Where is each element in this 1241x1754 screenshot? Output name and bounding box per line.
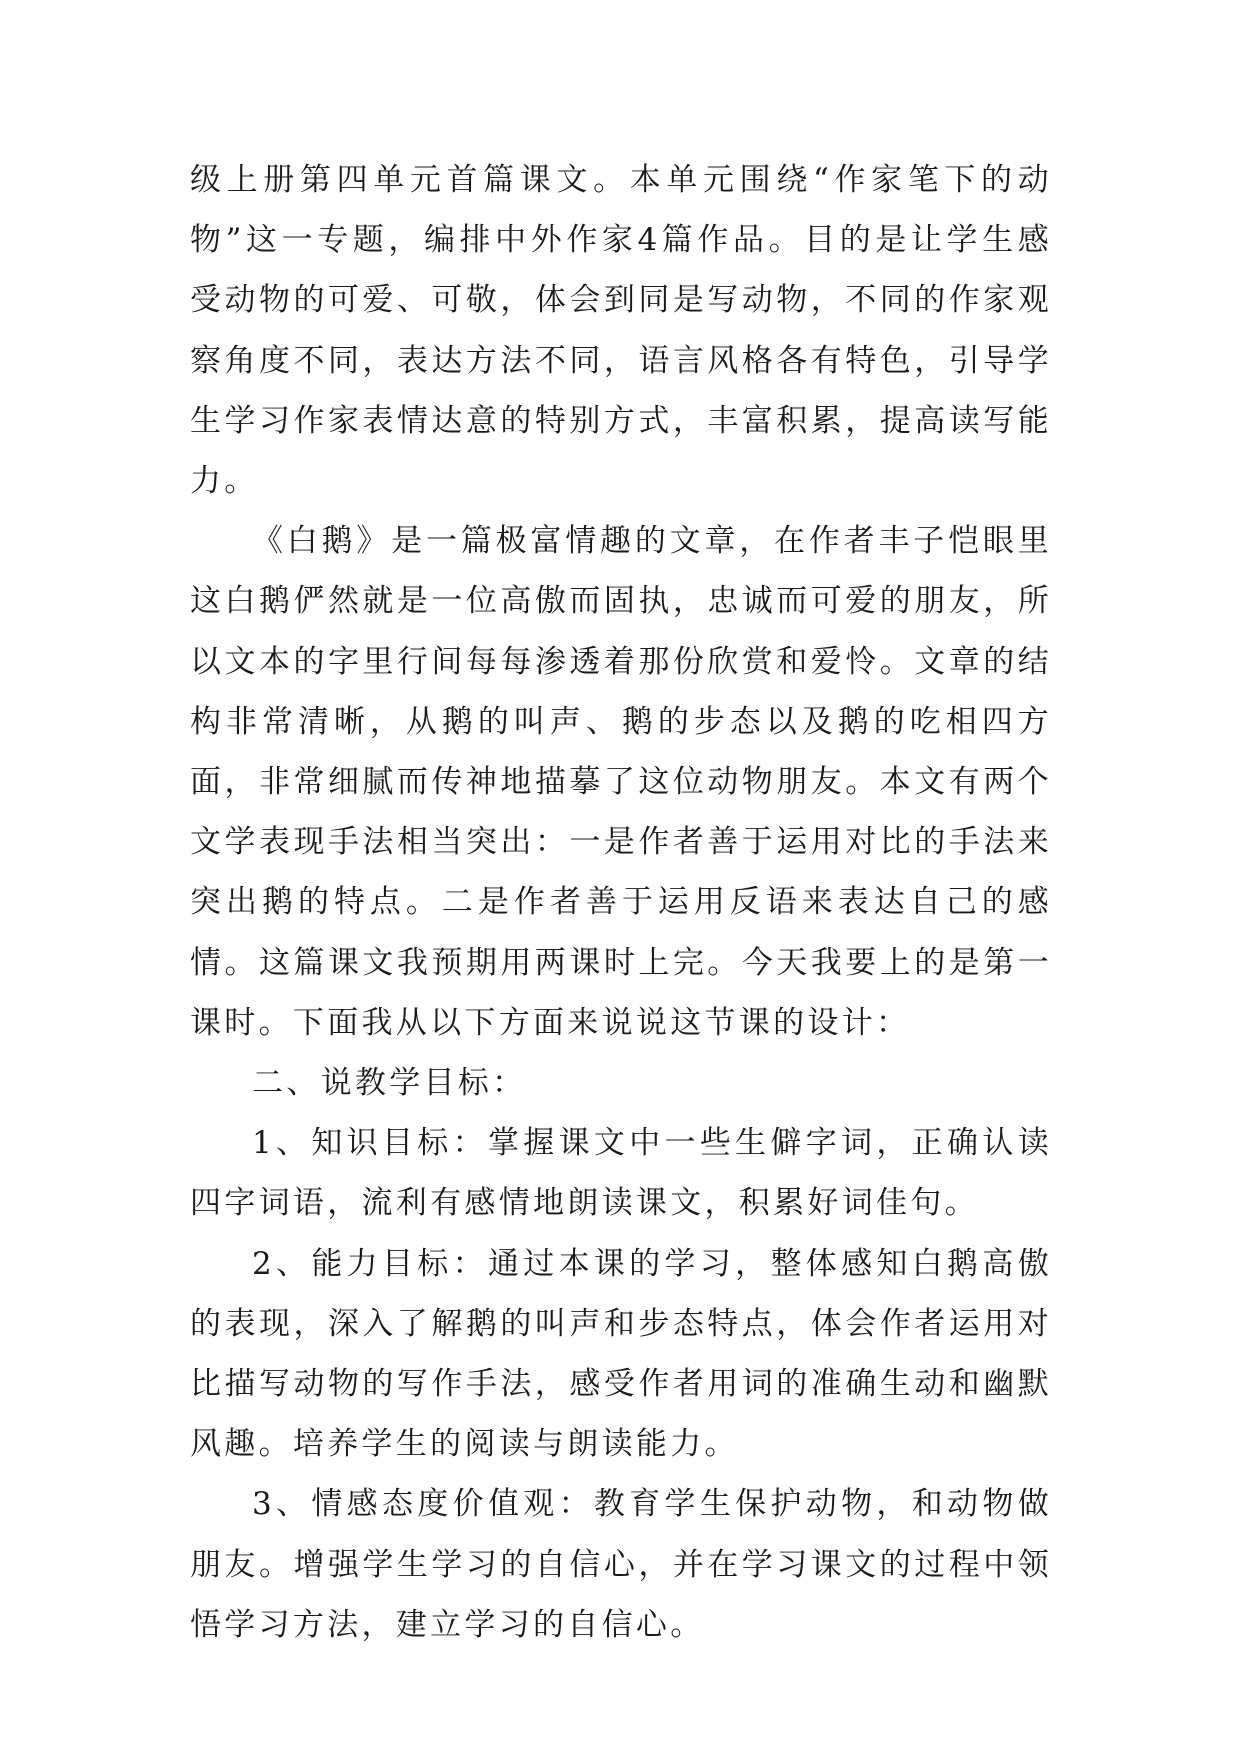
paragraph-emotion-goal: 3、情感态度价值观：教育学生保护动物，和动物做朋友。增强学生学习的自信心，并在学习课文的过程中领悟学习方法，建立学习的自信心。 [190, 1486, 1052, 1643]
document-body [190, 150, 1052, 1655]
paragraph-unit-intro: 级上册第四单元首篇课文。本单元围绕“作家笔下的动物”这一专题，编排中外作家4篇作品。目的是让学生感受动物的可爱、可敬，体会到同是写动物，不同的作家观察角度不同，表达方法不同，语言风格各有特色，引导学生学习作家表情达意的特别方式，丰富积累，提高读写能力。 [190, 162, 1052, 500]
paragraph-text-analysis: 《白鹅》是一篇极富情趣的文章，在作者丰子恺眼里这白鹅俨然就是一位高傲而固执，忠诚而可爱的朋友，所以文本的字里行间每每渗透着那份欣赏和爱怜。文章的结构非常清晰，从鹅的叫声、鹅的步态以及鹅的吃相四方面，非常细腻而传神地描摹了这位动物朋友。本文有两个文学表现手法相当突出：一是作者善于运用对比的手法来突出鹅的特点。二是作者善于运用反语来表达自己的感情。这篇课文我预期用两课时上完。今天我要上的是第一课时。下面我从以下方面来说说这节课的设计： [190, 523, 1052, 1041]
section-heading-teaching-goals: 二、说教学目标： [252, 1065, 527, 1102]
paragraph-knowledge-goal: 1、知识目标：掌握课文中一些生僻字词，正确认读四字词语，流利有感情地朗读课文，积累好词佳句。 [190, 1125, 1052, 1222]
paragraph-ability-goal: 2、能力目标：通过本课的学习，整体感知白鹅高傲的表现，深入了解鹅的叫声和步态特点，体会作者运用对比描写动物的写作手法，感受作者用词的准确生动和幽默风趣。培养学生的阅读与朗读能力。 [190, 1245, 1052, 1463]
